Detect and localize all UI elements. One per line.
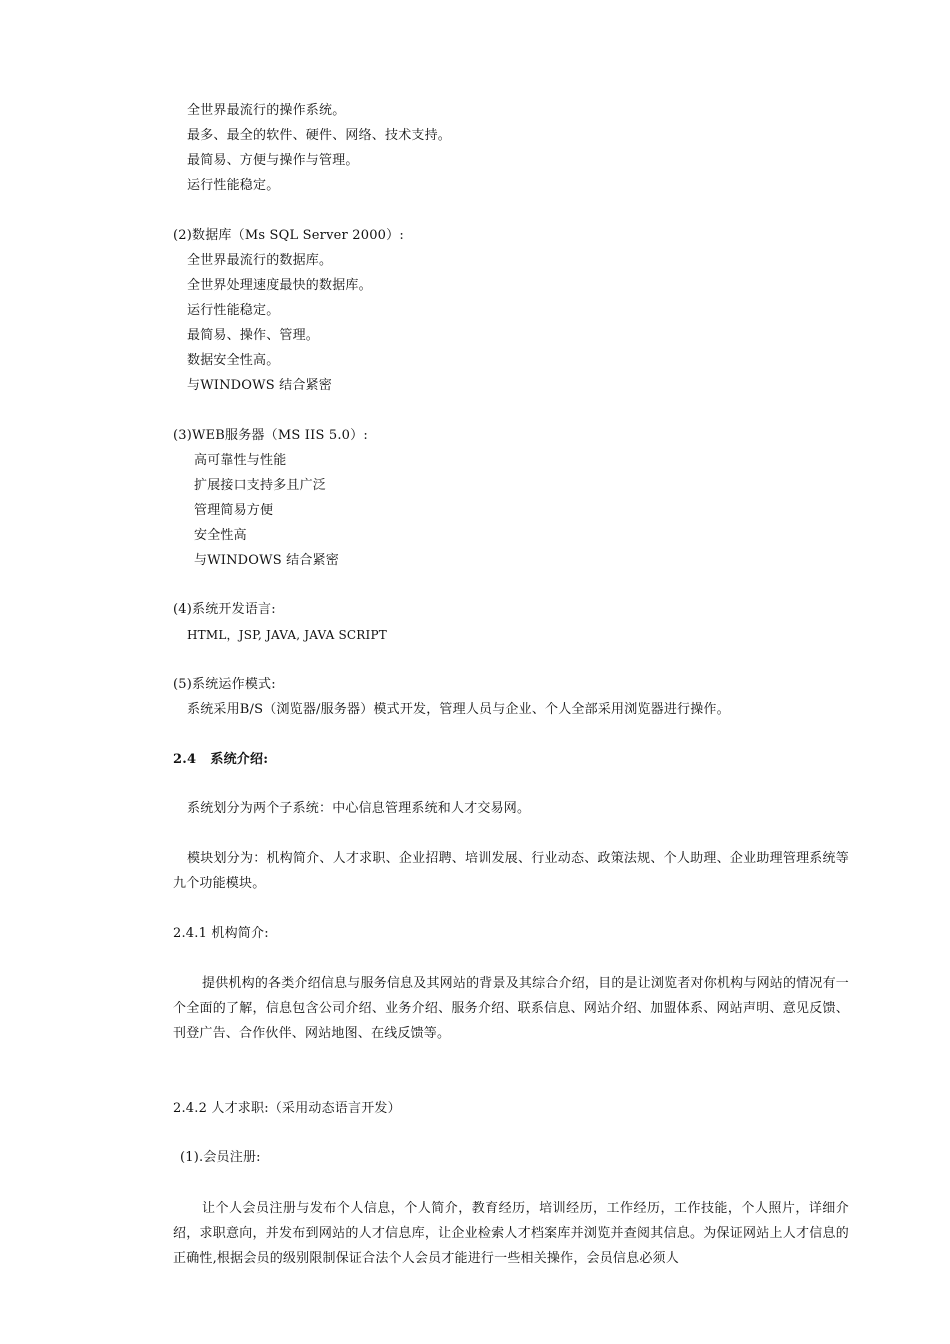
section-2-4-2-title: 2.4.2 人才求职:（采用动态语言开发） [173,1101,401,1116]
lang-value: HTML，JSP, JAVA, JAVA SCRIPT [187,628,387,642]
section-2-4-1-body: 提供机构的各类介绍信息与服务信息及其网站的背景及其综合介绍，目的是让浏览者对你机构与网站的情况有一个全面的了解，信息包含公司介绍、业务介绍、服务介绍、联系信息、网站介绍、加盟体系、网站声明、意见反馈、刊登广告、合作伙伴、网站地图、在线反馈等。 [173,976,849,1041]
web-heading: (3)WEB服务器（MS IIS 5.0）: [173,428,368,443]
os-point: 运行性能稳定。 [187,178,280,193]
db-point: 全世界处理速度最快的数据库。 [187,278,372,293]
section-2-4-para2: 模块划分为：机构简介、人才求职、企业招聘、培训发展、行业动态、政策法规、个人助理、企业助理管理系统等九个功能模块。 [173,851,849,891]
os-point: 最简易、方便与操作与管理。 [187,153,359,168]
section-2-4-2-body: 让个人会员注册与发布个人信息，个人简介，教育经历，培训经历，工作经历，工作技能，个人照片，详细介绍，求职意向，并发布到网站的人才信息库，让企业检索人才档案库并浏览并查阅其信息。为保证网站上人才信息的正确性,根据会员的级别限制保证合法个人会员才能进行一些相关操作，会员信息必须人 [173,1201,849,1266]
section-2-4-para1: 系统划分为两个子系统：中心信息管理系统和人才交易网。 [187,801,531,816]
db-point: 数据安全性高。 [187,353,280,368]
section-2-4-title: 2.4 系统介绍: [173,752,269,767]
web-point: 与WINDOWS 结合紧密 [194,553,339,568]
os-point: 全世界最流行的操作系统。 [187,103,346,118]
section-2-4-1-title: 2.4.1 机构简介: [173,926,269,941]
db-point: 最简易、操作、管理。 [187,328,320,343]
lang-heading: (4)系统开发语言: [173,602,276,617]
web-point: 管理简易方便 [194,503,274,518]
db-point: 运行性能稳定。 [187,303,280,318]
os-point: 最多、最全的软件、硬件、网络、技术支持。 [187,128,452,143]
mode-value: 系统采用B/S（浏览器/服务器）模式开发，管理人员与企业、个人全部采用浏览器进行操作。 [187,702,730,717]
web-point: 安全性高 [194,528,247,543]
db-point: 与WINDOWS 结合紧密 [187,378,332,393]
db-heading: (2)数据库（Ms SQL Server 2000）: [173,228,404,243]
web-point: 扩展接口支持多且广泛 [194,478,327,493]
mode-heading: (5)系统运作模式: [173,677,276,692]
section-2-4-2-subtitle: (1).会员注册: [180,1150,261,1165]
web-point: 高可靠性与性能 [194,453,287,468]
db-point: 全世界最流行的数据库。 [187,253,333,268]
